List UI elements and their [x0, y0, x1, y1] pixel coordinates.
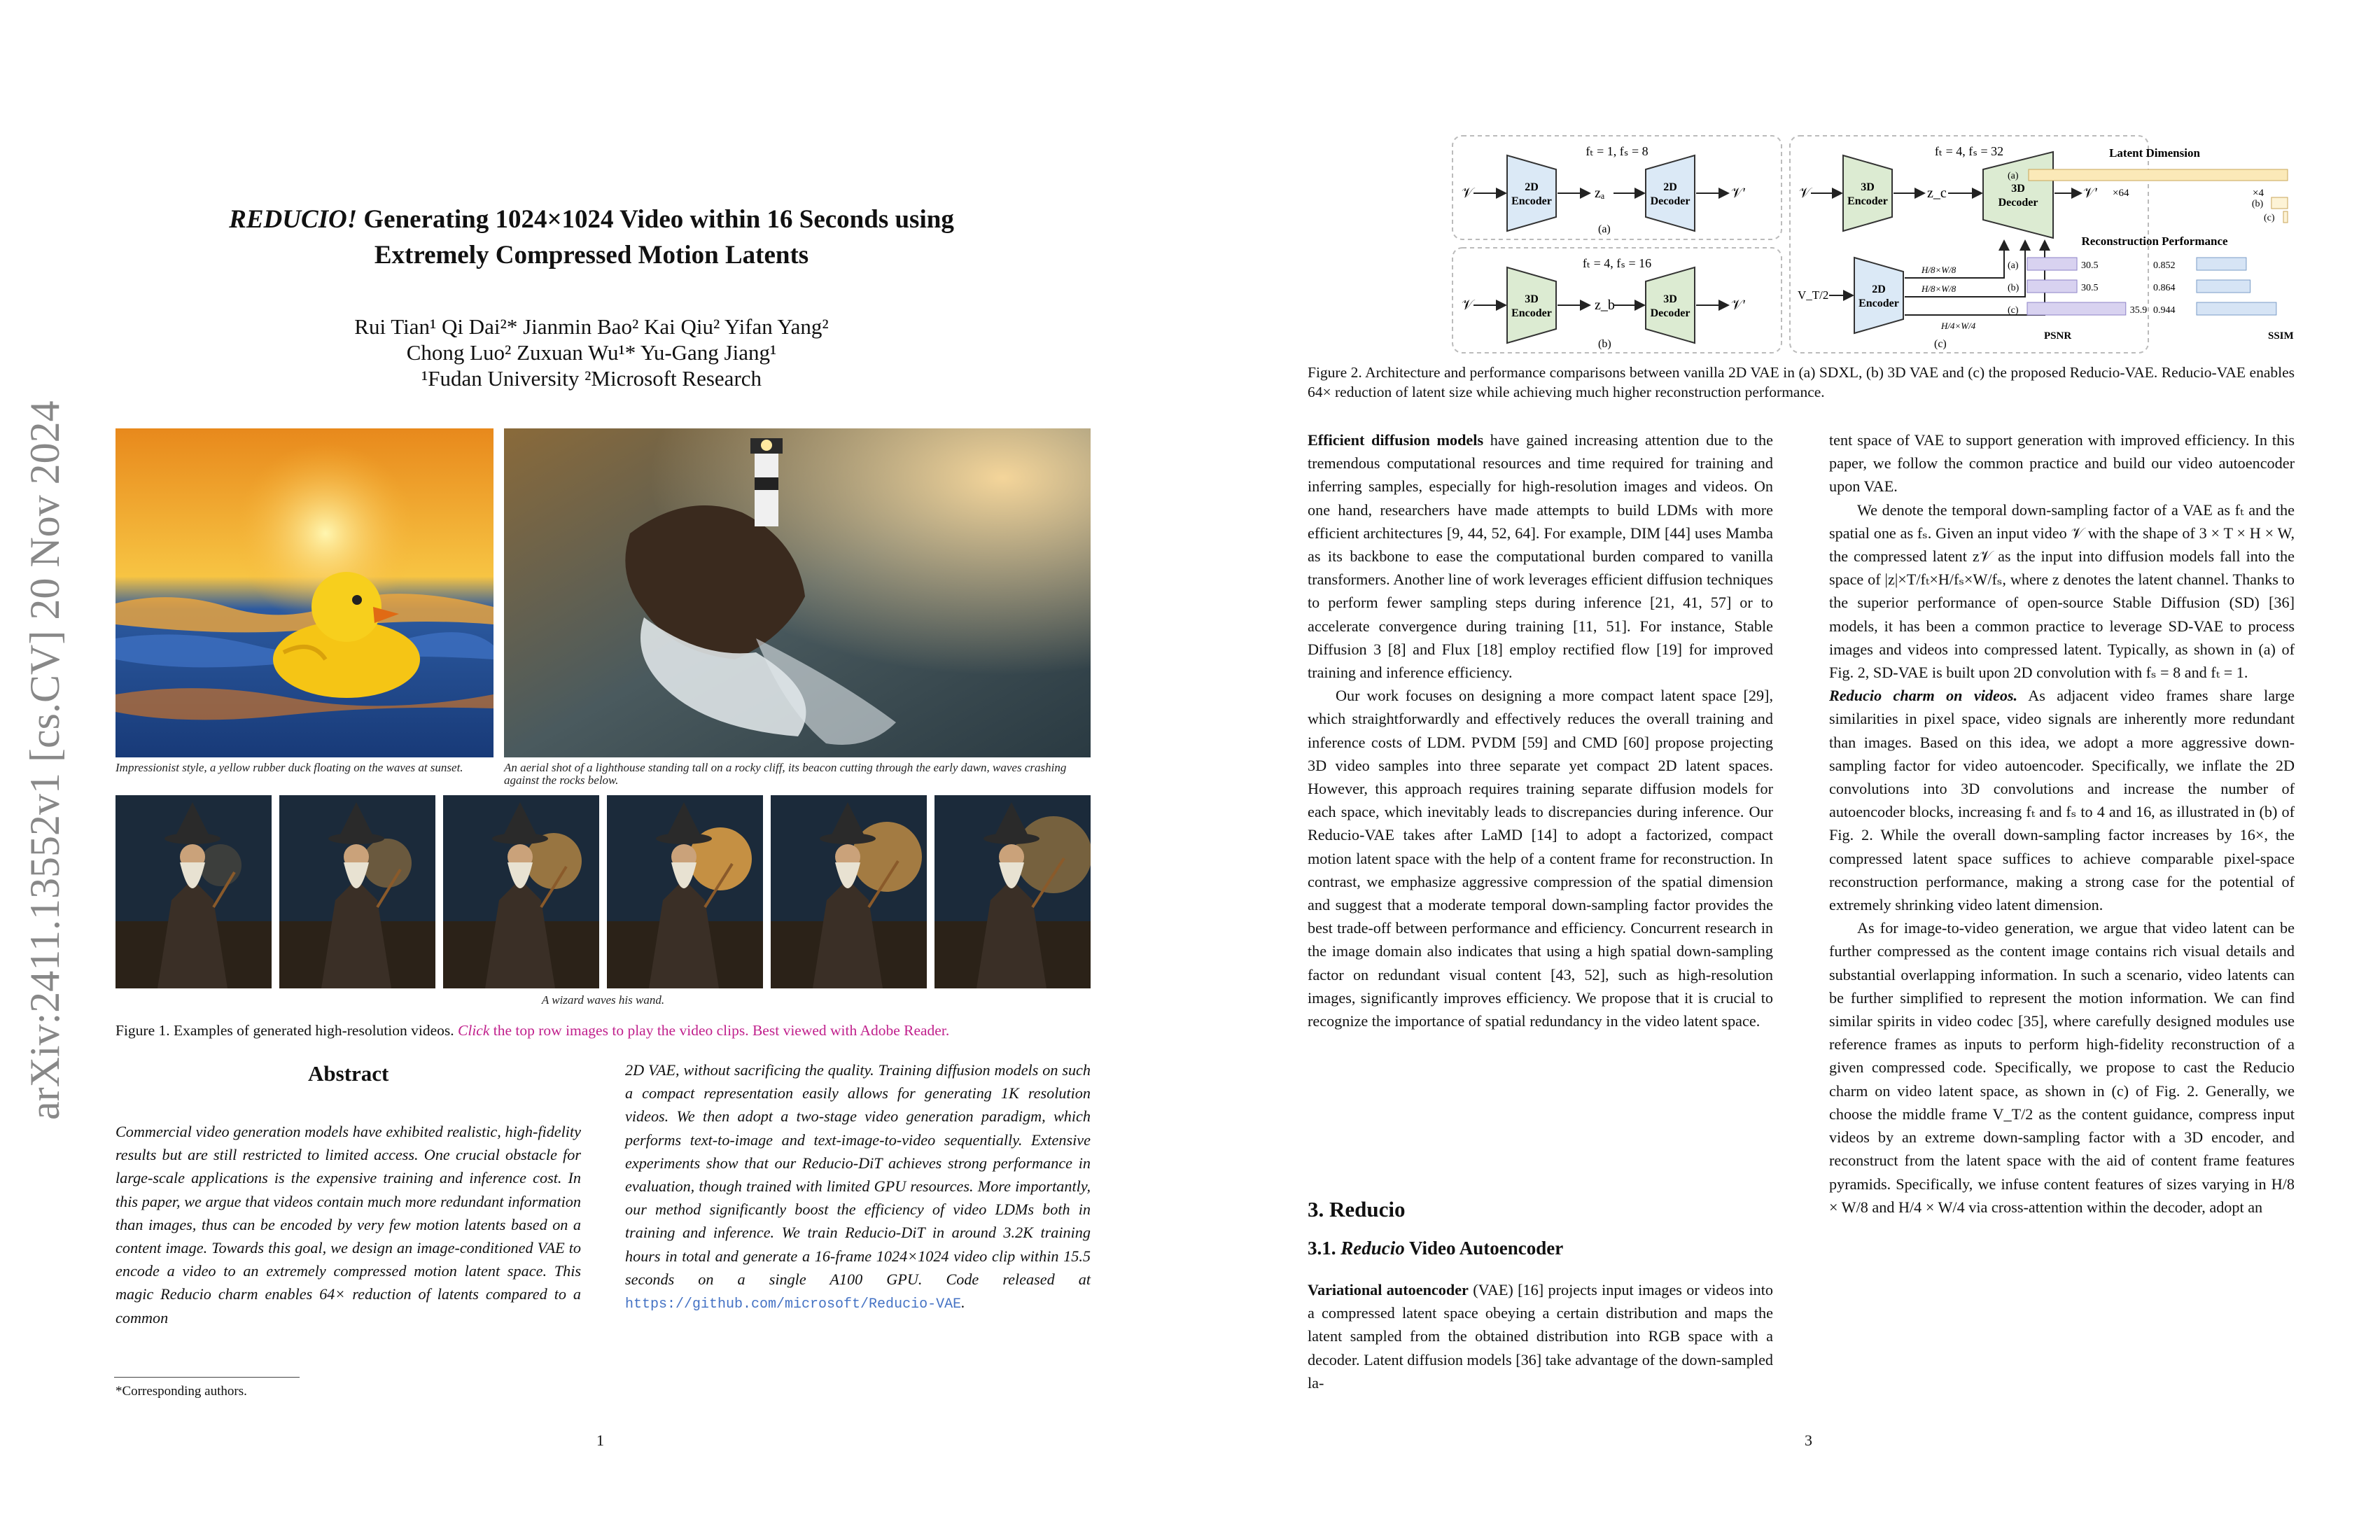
vae-text: (VAE) [16] projects input images or videos into a compressed latent space obeying a certain distribution and maps the latent sampled from the obtained distribution into RGB space with a decoder. Latent diffusion models [36] take advantage of the down-sampled la-: [1308, 1281, 1774, 1392]
body-left-column: [1308, 428, 1773, 1032]
wizard-caption: A wizard waves his wand.: [541, 993, 665, 1007]
page-number-3: 3: [1805, 1432, 1812, 1449]
section-3-1-heading: [1308, 1238, 1563, 1259]
wizard-frame: [279, 795, 435, 988]
feature-size-2: H/8×W/8: [1921, 284, 1956, 294]
right-para-0: tent space of VAE to support generation with improved efficiency. In this paper, we follow the common practice and build our video autoencoder upon VAE.: [1829, 431, 2295, 496]
panel-c-output: 𝒱′: [2083, 186, 2099, 201]
feature-size-1: H/8×W/8: [1921, 265, 1956, 275]
wizard-frame: [934, 795, 1091, 988]
section-3-1-rest: Video Autoencoder: [1404, 1238, 1564, 1259]
right-para-1: We denote the temporal down-sampling factor of a VAE as fₜ and the spatial one as fₛ. Given an input video 𝒱 with the shape of 3 × T × H × W, the compressed latent z𝒱 as the input into diffusion models fall into the space of |z|×T/fₜ×H/fₛ×W/fₛ, where z denotes the latent channel. Thanks to the superior performance of open-source Stable Diffusion (SD) [36] models, it has been a common practice to leverage SD-VAE to process images and videos into compressed latent. Typically, as shown in (a) of Fig. 2, SD-VAE is built upon 2D convolution with fₛ = 8 and fₜ = 1.: [1829, 500, 2295, 682]
panel-a-encoder: 2D Encoder: [1511, 181, 1552, 207]
latent-chart-title: Latent Dimension: [2109, 146, 2200, 160]
arxiv-id: arXiv:2411.13552v1 [cs.CV] 20 Nov 2024: [22, 400, 68, 1120]
latent-bar: [2272, 197, 2288, 209]
panel-c-encoder3d: 3D Encoder: [1847, 181, 1888, 207]
ssim-bar: [2197, 258, 2246, 270]
latent-bar: [2283, 211, 2288, 223]
title-rest: Generating 1024×1024 Video within 16 Seconds using: [357, 205, 954, 234]
reducio-charm-lead: Reducio charm on videos.: [1829, 687, 2018, 705]
perf-chart-title: Reconstruction Performance: [2081, 234, 2228, 248]
reducio-charm-text: As adjacent video frames share large similarities in pixel space, video signals are inherently more redundant than images. Based on this idea, we adopt a more aggressive down-sampling factor for video autoencoder. Specifically, we inflate the 2D convolutions into 3D convolutions and increase the number of autoencoder blocks, increasing fₜ and fₛ to 4 and 16, as illustrated in (b) of Fig. 2. While the overall down-sampling factor increases by 16×, the compressed latent space suffices to achieve comparable pixel-space reconstruction performance, making a strong case for the potential of extremely shrinking video latent dimension.: [1829, 687, 2295, 914]
psnr-bar: [2027, 258, 2077, 270]
ssim-legend: SSIM: [2268, 330, 2294, 342]
panel-b-label: (b): [1598, 338, 1611, 350]
panel-a-input: 𝒱: [1462, 186, 1474, 201]
reducio-charm-paragraph: [1829, 684, 2295, 916]
panel-b-input: 𝒱: [1462, 298, 1474, 313]
panel-a-params: fₜ = 1, fₛ = 8: [1586, 144, 1648, 158]
psnr-value-label: 30.5: [2081, 283, 2099, 293]
footnote: *Corresponding authors.: [115, 1384, 247, 1399]
perf-category-label: (a): [2008, 260, 2019, 271]
ssim-value-label: 0.944: [2153, 305, 2176, 316]
panel-a-decoder: 2D Decoder: [1650, 181, 1690, 207]
title-line2: Extremely Compressed Motion Latents: [374, 241, 809, 270]
authors-line1: Rui Tian¹ Qi Dai²* Jianmin Bao² Kai Qiu² Yifan Yang²: [354, 314, 829, 339]
wizard-frame: [443, 795, 599, 988]
wizard-frame: [115, 795, 272, 988]
panel-a-latent: zₐ: [1595, 186, 1605, 201]
feature-size-3: H/4×W/4: [1941, 321, 1976, 331]
figure-1-caption: [115, 1021, 1096, 1040]
psnr-bar: [2027, 280, 2077, 293]
section-3-1-number: 3.1.: [1308, 1238, 1341, 1259]
perf-category-label: (c): [2008, 305, 2019, 316]
abstract-right-text: 2D VAE, without sacrificing the quality. Training diffusion models on such a compact representation easily allows for generating 1K resolution videos. We then adopt a two-stage video generation paradigm, which performs text-to-image and text-image-to-video sequentially. Extensive experiments show that our Reducio-DiT achieves strong performance in evaluation, though trained with limited GPU resources. More importantly, our method significantly boost the efficiency of video LDMs both in training and inference. We train Reducio-DiT in around 3.2K training hours in total and generate a 16-frame 1024×1024 video clip within 15.5 seconds on a single A100 GPU. Code released at: [625, 1061, 1091, 1288]
panel-b-latent: z_b: [1595, 298, 1615, 313]
lighthouse-video-thumbnail[interactable]: [504, 428, 1091, 757]
title-em: REDUCIO!: [229, 205, 358, 234]
panel-b-encoder: 3D Encoder: [1511, 293, 1552, 319]
latent-category-label: (b): [2251, 199, 2264, 209]
panel-c-encoder3d-shape: [1843, 155, 1892, 231]
panel-a-decoder-shape: [1646, 155, 1695, 231]
efficient-diffusion-lead: Efficient diffusion models: [1308, 431, 1484, 449]
footnote-rule: [114, 1377, 300, 1378]
ssim-value-label: 0.864: [2153, 283, 2176, 293]
our-work-paragraph: Our work focuses on designing a more compact latent space [29], which straightforwardly and effectively reduces the overall training and inference costs of LDM. PVDM [59] and CMD [60] propose projecting 3D video samples into three separate yet compact 2D latent spaces. However, this approach requires training separate diffusion models for each space, which inevitably leads to discrepancies during inference. Our Reducio-VAE takes after LaMD [14] to adopt a factorized, compact motion latent space with the help of a content frame for reconstruction. In contrast, we emphasize aggressive compression of the spatial dimension and suggest that a moderate temporal down-sampling factor provides the best trade-off between performance and efficiency. Concurrent research in the image domain also indicates that using a high spatial down-sampling factor on redundant visual content [43, 52], such as high-resolution images, significantly improves efficiency. We propose that it is crucial to recognize the importance of spatial redundancy in the video latent space.: [1308, 687, 1773, 1030]
duck-video-thumbnail[interactable]: [115, 428, 493, 757]
panel-a-output: 𝒱′: [1731, 186, 1746, 201]
wizard-frame: [771, 795, 927, 988]
paper-title: [115, 202, 1068, 273]
abstract-heading: Abstract: [308, 1061, 389, 1086]
latent-category-label: (a): [2008, 171, 2019, 181]
ssim-bar: [2197, 302, 2276, 315]
latent-annotation: ×4: [2253, 188, 2264, 199]
fig1-caption-text: Figure 1. Examples of generated high-resolution videos.: [115, 1022, 458, 1039]
lighthouse-caption: An aerial shot of a lighthouse standing tall on a rocky cliff, its beacon cutting through the early dawn, waves crashing against the rocks below.: [504, 761, 1067, 787]
panel-b-decoder: 3D Decoder: [1650, 293, 1690, 319]
panel-a-encoder-shape: [1507, 155, 1556, 231]
efficient-diffusion-paragraph: [1308, 428, 1773, 684]
abstract-left-column: Commercial video generation models have exhibited realistic, high-fidelity results but are still restricted to limited access. One crucial obstacle for large-scale applications is the expensive training and inference cost. In this paper, we argue that videos contain much more redundant information than images, thus can be encoded by very few motion latents based on a content image. Towards this goal, we design an image-conditioned VAE to encode a video to an extremely compressed motion latent space. This magic Reducio charm enables 64× reduction of latents compared to a common: [115, 1123, 581, 1326]
paper-page-3: [1190, 0, 2380, 1540]
figure-2-performance-chart: [2008, 140, 2302, 364]
efficient-diffusion-text: have gained increasing attention due to the tremendous computational resources and time required for training and inferring samples, especially for high-resolution images and videos. On one hand, researchers have made attempts to build LDMs with more efficient architectures [9, 44, 52, 64]. For example, DIM [44] uses Mamba as its backbone to ease the computational burden compared to vanilla transformers. Another line of work leverages efficient diffusion techniques to perform fewer sampling steps during inference [21, 41, 57] or to accelerate convergence during training [11, 51]. For instance, Stable Diffusion 3 [8] and Flux [18] employ rectified flow [19] for improved training and inference efficiency.: [1308, 431, 1773, 682]
panel-c-params: fₜ = 4, fₛ = 32: [1934, 144, 2004, 158]
duck-caption: Impressionist style, a yellow rubber duck floating on the waves at sunset.: [115, 761, 463, 774]
page-number-1: 1: [596, 1432, 604, 1449]
panel-c-content-frame: V_T/2: [1798, 288, 1829, 302]
body-right-column: [1829, 428, 2295, 1219]
ssim-bar: [2197, 280, 2250, 293]
vae-paragraph: [1308, 1278, 1773, 1394]
vae-lead: Variational autoencoder: [1308, 1281, 1469, 1298]
perf-category-label: (b): [2008, 283, 2019, 293]
panel-b-encoder-shape: [1507, 267, 1556, 343]
psnr-value-label: 35.9: [2129, 305, 2148, 316]
panel-c-encoder2d: 2D Encoder: [1858, 284, 1899, 309]
github-link[interactable]: https://github.com/microsoft/Reducio-VAE: [625, 1296, 962, 1313]
latent-bar: [2029, 169, 2288, 181]
panel-c-label: (c): [1934, 338, 1947, 350]
panel-c-latent: z_c: [1927, 186, 1947, 201]
panel-b-decoder-shape: [1646, 267, 1695, 343]
arxiv-sidebar-stamp: [8, 399, 78, 1134]
fig1-caption-rest: the top row images to play the video clips. Best viewed with Adobe Reader.: [489, 1022, 950, 1039]
wizard-frame: [607, 795, 763, 988]
psnr-bar: [2027, 302, 2126, 315]
right-para-3: As for image-to-video generation, we argue that video latent can be further compressed as the content image contains rich visual details and substantial overlapping information. In such a scenario, video latents can be further simplified to represent the motion information. We can find similar spirits in video codec [35], where carefully designed modules use reference frames as inputs to perform high-fidelity reconstruction of a given compressed code. Specifically, we propose to cast the Reducio charm on video latent space, as shown in (c) of Fig. 2. Generally, we choose the middle frame V_T/2 as the content guidance, compress input videos by an extreme down-sampling factor with a 3D encoder, and reconstruct from the latent space with the aid of content frame features pyramids. Specifically, we infuse content features of sizes varying in H/8 × W/8 and H/4 × W/4 via cross-attention within the decoder, adopt an: [1829, 919, 2295, 1216]
panel-b-output: 𝒱′: [1731, 298, 1746, 313]
latent-annotation: ×64: [2113, 188, 2129, 199]
psnr-legend: PSNR: [2044, 330, 2072, 342]
panel-a-label: (a): [1598, 223, 1611, 235]
panel-c-encoder2d-shape: [1854, 258, 1903, 333]
ssim-value-label: 0.852: [2153, 260, 2176, 271]
panel-c-decoder3d: 3D Decoder: [1998, 183, 2038, 209]
author-block: [115, 314, 1068, 391]
authors-line2: Chong Luo² Zuxuan Wu¹* Yu-Gang Jiang¹: [406, 340, 777, 365]
panel-b-params: fₜ = 4, fₛ = 16: [1582, 256, 1652, 270]
psnr-value-label: 30.5: [2081, 260, 2099, 271]
panel-c-input: 𝒱: [1799, 186, 1811, 201]
figure-2-caption: Figure 2. Architecture and performance comparisons between vanilla 2D VAE in (a) SDXL, (b) 3D VAE and (c) the proposed Reducio-VAE. Reducio-VAE enables 64× reduction of latent size while achieving much higher reconstruction performance.: [1308, 364, 2295, 400]
fig1-click-link[interactable]: Click: [458, 1022, 490, 1039]
section-3-1-em: Reducio: [1340, 1238, 1405, 1259]
section-3-heading: 3. Reducio: [1308, 1197, 1406, 1222]
abstract-right-column: 2D VAE, without sacrificing the quality. Training diffusion models on such a compact representation easily allows for generating 1K resolution videos. We then adopt a two-stage video generation paradigm, which performs text-to-image and text-image-to-video sequentially. Extensive experiments show that our Reducio-DiT achieves strong performance in evaluation, though trained with limited GPU resources. More importantly, our method significantly boost the efficiency of video LDMs both in training and inference. We train Reducio-DiT in around 3.2K training hours in total and generate a 16-frame 1024×1024 video clip within 15.5 seconds on a single A100 GPU. Code released at https://github.com/microsoft/Reducio-VAE.: [625, 1061, 1091, 1313]
affiliations: ¹Fudan University ²Microsoft Research: [421, 366, 762, 391]
latent-category-label: (c): [2264, 213, 2275, 223]
